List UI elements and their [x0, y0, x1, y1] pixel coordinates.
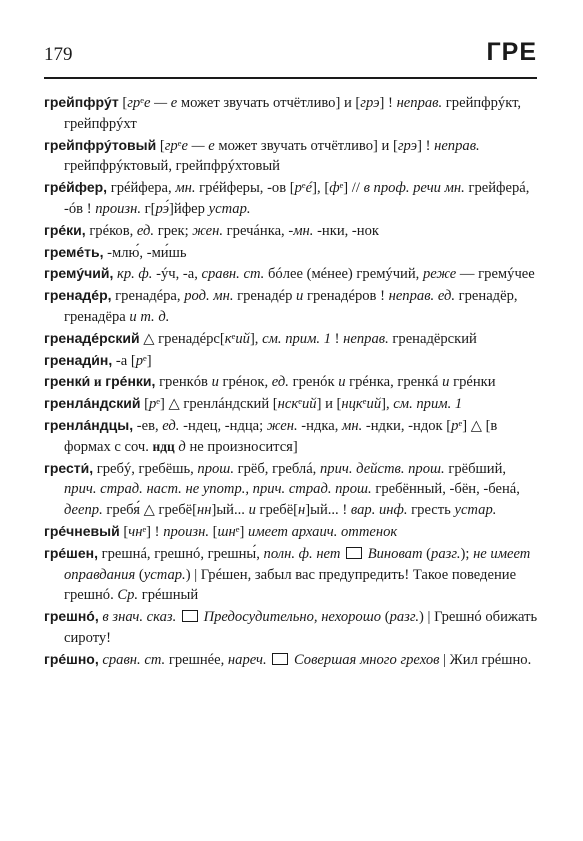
entry-text: -млю́, -ми́шь — [103, 244, 187, 261]
italic-text: нареч. — [227, 651, 267, 668]
dictionary-entry — [44, 415, 538, 458]
italic-text: ед. — [136, 222, 155, 239]
italic-text: род. мн. — [184, 288, 234, 305]
italic-text: нцк — [341, 396, 363, 413]
italic-text: разг. — [389, 609, 419, 626]
italic-text: рэ́ — [155, 200, 170, 217]
italic-text: р — [294, 180, 302, 197]
entry-text: гребя́ △ гребë[ — [102, 502, 197, 519]
dictionary-entry — [44, 328, 538, 350]
italic-text: ий — [301, 396, 317, 413]
entry-text: ( — [135, 566, 144, 583]
headword: гренлáндский — [44, 395, 141, 412]
italic-text: мн. — [342, 417, 363, 434]
entry-text: [ — [119, 523, 129, 540]
headword: гренадéр, — [44, 287, 112, 304]
headword: грешнó, — [44, 608, 99, 625]
italic-text: чн — [128, 523, 143, 540]
entry-text: ] и [ — [316, 396, 342, 413]
italic-text: устар. — [208, 200, 251, 217]
entry-text: -ев, — [133, 417, 163, 434]
entry-text: ) | Грешнó обижать сироту! — [64, 609, 538, 646]
italic-text: гр — [164, 137, 178, 154]
italic-text: ф — [329, 180, 340, 197]
entry-text: ] ! — [379, 95, 397, 111]
entry-text: [ — [208, 523, 218, 540]
page-header — [44, 38, 537, 72]
italic-text: устар. — [454, 502, 497, 519]
italic-text: Совершая много грехов — [293, 651, 440, 668]
italic-text: нн — [197, 502, 212, 519]
headword: грéки, — [44, 221, 86, 238]
italic-text: реже — [422, 266, 457, 283]
entry-text: △ гренадéрс[ — [139, 330, 225, 347]
entry-text: ! — [331, 330, 344, 347]
italic-text: см. прим. 1 — [262, 330, 331, 347]
headword: гремýчий, — [44, 265, 114, 282]
entry-text: ] ! — [417, 137, 435, 154]
dictionary-entry — [44, 649, 538, 671]
dictionary-entry — [44, 521, 538, 543]
dictionary-entry — [44, 177, 538, 220]
italic-text: е — е — [181, 137, 215, 154]
header-rule — [44, 77, 537, 79]
entry-text: грéнок, — [218, 374, 272, 391]
entry-text: ], — [249, 330, 263, 347]
entry-text: грек; — [154, 222, 193, 239]
italic-text: и — [296, 288, 304, 305]
italic-text: имеет архаич. оттенок — [248, 523, 398, 540]
entry-text: гречáнка, — [223, 222, 289, 239]
entry-text: — гремýчее — [456, 266, 535, 283]
entry-text: ᵉ — [362, 396, 367, 413]
entry-text: может звучать отчётливо] и [ — [177, 95, 361, 111]
headword: грéнки, — [105, 373, 156, 390]
entry-text: грéнки — [449, 374, 496, 391]
italic-text: и — [338, 374, 346, 391]
italic-text: сравн. ст. — [102, 651, 166, 668]
headword: гремéть, — [44, 243, 104, 260]
italic-text: д — [178, 438, 186, 455]
italic-text: деепр. — [64, 502, 103, 519]
headword: грéшно, — [44, 650, 99, 667]
dictionary-entry — [44, 458, 538, 521]
headword: грейпфрýтовый — [44, 136, 157, 153]
entry-text: ᵉ] △ гренлáндский [ — [156, 396, 278, 413]
italic-text: разг. — [431, 545, 461, 562]
italic-text: произн. — [95, 200, 141, 217]
italic-text: р — [135, 352, 144, 369]
italic-text: кр. ф. — [117, 266, 153, 283]
headword: грéчневый — [44, 522, 120, 539]
entry-text — [267, 652, 271, 668]
italic-text: вар. инф. — [350, 502, 408, 519]
dictionary-entry — [44, 543, 538, 606]
italic-text: мн. — [175, 180, 196, 197]
entry-text: гребë[ — [255, 502, 299, 519]
definition-box-icon — [182, 610, 198, 622]
entry-text: гренкóв — [155, 374, 212, 391]
italic-text: Предосудительно, нехорошо — [203, 609, 382, 626]
entry-text: ], [ — [312, 180, 330, 197]
italic-text: полн. ф. нет — [263, 545, 341, 562]
italic-text: Виноват — [367, 545, 423, 562]
entry-text: ᵉ — [301, 180, 306, 197]
italic-text: к — [224, 330, 232, 347]
italic-text: гр — [127, 95, 141, 111]
entry-text: грéшный — [138, 587, 199, 604]
dictionary-entry — [44, 220, 538, 242]
dictionary-entries — [44, 92, 538, 671]
italic-text: неправ. — [434, 137, 480, 154]
italic-text: шн — [217, 523, 236, 540]
entry-text: ]ый... ! — [305, 502, 351, 519]
italic-text: и т. д. — [129, 308, 170, 325]
entry-text: ᵉ] — [235, 523, 249, 540]
headword: грести́, — [44, 459, 94, 476]
dictionary-entry — [44, 92, 538, 135]
entry-text: ᵉ] // — [339, 180, 364, 197]
entry-text: грëбший, — [444, 460, 507, 477]
entry-text: [ — [156, 137, 165, 154]
entry-text: грéйферы, -ов [ — [195, 180, 295, 197]
italic-text: нск — [277, 396, 299, 413]
dictionary-entry — [44, 393, 538, 415]
headword: гренки́ — [44, 373, 91, 390]
entry-text: бóлее (мéнее) гремýчий, — [264, 266, 423, 283]
definition-box-icon — [272, 653, 288, 665]
italic-text: произн. — [163, 523, 209, 540]
italic-text: и — [248, 502, 256, 519]
headword: гренадéрский — [44, 329, 140, 346]
entry-text — [340, 546, 344, 562]
italic-text: сравн. ст. — [201, 266, 265, 283]
entry-text: грешнéе, — [165, 651, 228, 668]
entry-text: [ — [118, 95, 128, 111]
italic-text: в знач. сказ. — [102, 609, 177, 626]
italic-text: ед. — [162, 417, 180, 434]
italic-text: и — [442, 374, 450, 391]
italic-text: р — [148, 396, 157, 413]
entry-text: грейпфрýктовый, грейпфрýхтовый — [64, 158, 280, 175]
entry-text: грëб, греблá, — [233, 460, 320, 477]
italic-text: р — [451, 417, 459, 434]
italic-text: ий — [235, 330, 250, 347]
italic-text: жен. — [192, 222, 224, 239]
italic-text: устар. — [143, 566, 186, 583]
entry-text: гренадéров ! — [303, 288, 389, 305]
headword: гренлáндцы, — [44, 416, 134, 433]
italic-text: прош. — [197, 460, 234, 477]
entry-text: -ндки, -ндок [ — [362, 417, 452, 434]
italic-text: см. прим. 1 — [393, 396, 463, 413]
italic-text: в проф. речи мн. — [363, 180, 465, 197]
dictionary-entry — [44, 371, 538, 393]
bold-text: и — [93, 374, 102, 390]
entry-text: гренадéра, — [111, 288, 185, 305]
entry-text: ᵉ — [298, 396, 302, 413]
italic-text: не имеет оправдания — [64, 545, 531, 583]
entry-text: не произносится] — [185, 438, 298, 455]
entry-text: гренадëрский — [388, 330, 477, 347]
entry-text: -а [ — [112, 352, 136, 369]
dictionary-entry — [44, 606, 538, 649]
headword: грéшен, — [44, 544, 98, 561]
italic-text: -мн. — [288, 222, 314, 239]
running-head: ГРЕ — [486, 38, 537, 66]
entry-text: гренадëр, гренадëра — [64, 288, 518, 325]
italic-text: Ср. — [117, 587, 139, 604]
entry-text: ᵉ — [231, 330, 236, 347]
italic-text: прич. страд. наст. не употр., прич. страд. прош. — [64, 481, 372, 498]
entry-text: грéнка, гренкá — [345, 374, 443, 391]
bold-text: ндц — [152, 438, 175, 454]
entry-text: грейпфрýкт, грейпфрýхт — [64, 95, 522, 132]
entry-text: ᵉ — [177, 137, 182, 154]
definition-box-icon — [346, 547, 362, 559]
italic-text: жен. — [266, 417, 298, 434]
entry-text: ᵉ — [140, 95, 144, 111]
dictionary-entry — [44, 135, 538, 178]
italic-text: грэ — [360, 95, 380, 111]
dictionary-entry — [44, 350, 538, 372]
italic-text: неправ. — [396, 95, 443, 111]
headword: гренади́н, — [44, 351, 113, 368]
entry-text: грешнá, грешнó, грешны́, — [97, 545, 264, 562]
entry-text: может звучать отчётливо] и [ — [214, 137, 398, 154]
entry-text — [176, 609, 180, 625]
entry-text: грéков, — [85, 222, 137, 239]
entry-text: гренадéр — [233, 288, 297, 305]
entry-text: ᵉ] △ [в формах с соч. — [64, 417, 498, 455]
entry-text: гресть — [407, 502, 455, 519]
italic-text: е — е — [143, 95, 178, 111]
entry-text: грéйфера, — [107, 180, 176, 197]
entry-text: -ндка, — [297, 417, 343, 434]
entry-text: ( — [381, 609, 390, 626]
dictionary-entry — [44, 263, 538, 285]
italic-text: é — [305, 180, 313, 197]
italic-text: и — [211, 374, 219, 391]
entry-text: [ — [140, 396, 149, 413]
entry-text: ᵉ] ! — [142, 523, 164, 540]
dictionary-entry — [44, 242, 538, 264]
entry-text: ) | Грéшен, забыл вас предупредить! Такое поведение грешнó. — [64, 566, 517, 604]
entry-text: ( — [422, 545, 432, 562]
page-number: 179 — [44, 44, 73, 65]
italic-text: неправ. ед. — [388, 288, 455, 305]
entry-text: гребý, гребëшь, — [93, 460, 198, 477]
italic-text: н — [298, 502, 306, 519]
entry-text: | Жил грéшно. — [439, 651, 532, 668]
entry-text: грейферá, -óв ! — [64, 180, 530, 217]
italic-text: грэ — [397, 137, 418, 154]
entry-text: ]ый... — [211, 502, 249, 519]
entry-text: -ýч, -а, — [152, 266, 202, 283]
entry-text: ], — [381, 396, 394, 413]
headword: грейпфрýт — [44, 94, 119, 110]
entry-text: гребëнный, -бëн, -бенá, — [371, 481, 520, 498]
dictionary-entry — [44, 285, 538, 328]
italic-text: ий — [366, 396, 382, 413]
entry-text: ); — [460, 545, 474, 562]
italic-text: ед. — [271, 374, 289, 391]
italic-text: прич. действ. прош. — [319, 460, 445, 477]
entry-text: гренóк — [288, 374, 339, 391]
entry-text: -ндец, -ндца; — [179, 417, 267, 434]
headword: грéйфер, — [44, 179, 108, 196]
entry-text: ]йфер — [169, 200, 209, 217]
entry-text: г[ — [141, 200, 156, 217]
italic-text: неправ. — [343, 330, 389, 347]
entry-text: -нки, -нок — [313, 222, 379, 239]
entry-text: ᵉ] — [143, 352, 152, 369]
